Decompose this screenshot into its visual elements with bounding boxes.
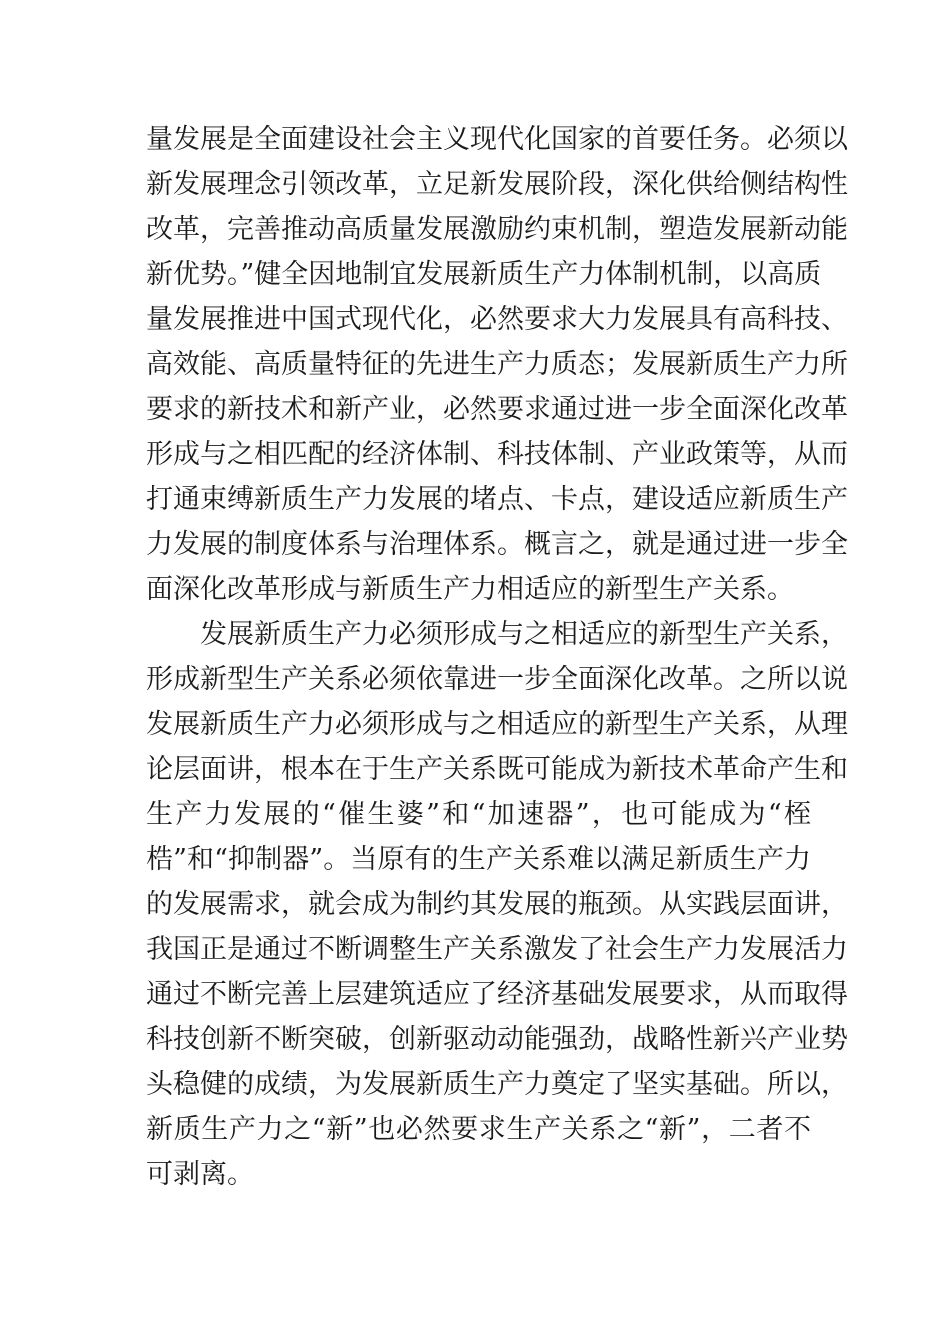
text-line: 形成新型生产关系必须依靠进一步全面深化改革。之所以说 [146,664,848,695]
text-line: 量发展推进中国式现代化，必然要求大力发展具有高科技、 [146,304,848,335]
paragraph-1 [146,117,848,612]
text-line: 面深化改革形成与新质生产力相适应的新型生产关系。 [146,574,794,605]
text-line: 要求的新技术和新产业，必然要求通过进一步全面深化改革 [146,394,848,425]
text-line: 可剥离。 [146,1159,254,1190]
text-line: 生产力发展的“催生婆”和“加速器”，也可能成为“桎 [146,799,811,830]
text-line: 的发展需求，就会成为制约其发展的瓶颈。从实践层面讲， [146,889,848,920]
text-line: 新优势。”健全因地制宜发展新质生产力体制机制，以高质 [146,259,822,290]
body-text [146,117,848,1197]
text-line: 通过不断完善上层建筑适应了经济基础发展要求，从而取得 [146,979,848,1010]
text-line: 量发展是全面建设社会主义现代化国家的首要任务。必须以 [146,124,848,155]
text-line: 打通束缚新质生产力发展的堵点、卡点，建设适应新质生产 [146,484,848,515]
text-line: 论层面讲，根本在于生产关系既可能成为新技术革命产生和 [146,754,848,785]
text-line: 发展新质生产力必须形成与之相适应的新型生产关系，从理 [146,709,848,740]
text-line: 发展新质生产力必须形成与之相适应的新型生产关系， [200,619,848,650]
text-line: 力发展的制度体系与治理体系。概言之，就是通过进一步全 [146,529,848,560]
text-line: 科技创新不断突破，创新驱动动能强劲，战略性新兴产业势 [146,1024,848,1055]
text-line: 高效能、高质量特征的先进生产力质态；发展新质生产力所 [146,349,848,380]
text-line: 我国正是通过不断调整生产关系激发了社会生产力发展活力 [146,934,848,965]
text-line: 梏”和“抑制器”。当原有的生产关系难以满足新质生产力 [146,844,811,875]
text-line: 头稳健的成绩，为发展新质生产力奠定了坚实基础。所以， [146,1069,848,1100]
paragraph-2 [146,612,848,1197]
text-line: 改革，完善推动高质量发展激励约束机制，塑造发展新动能 [146,214,848,245]
text-line: 形成与之相匹配的经济体制、科技体制、产业政策等，从而 [146,439,848,470]
text-line: 新发展理念引领改革，立足新发展阶段，深化供给侧结构性 [146,169,848,200]
text-line: 新质生产力之“新”也必然要求生产关系之“新”，二者不 [146,1114,811,1145]
